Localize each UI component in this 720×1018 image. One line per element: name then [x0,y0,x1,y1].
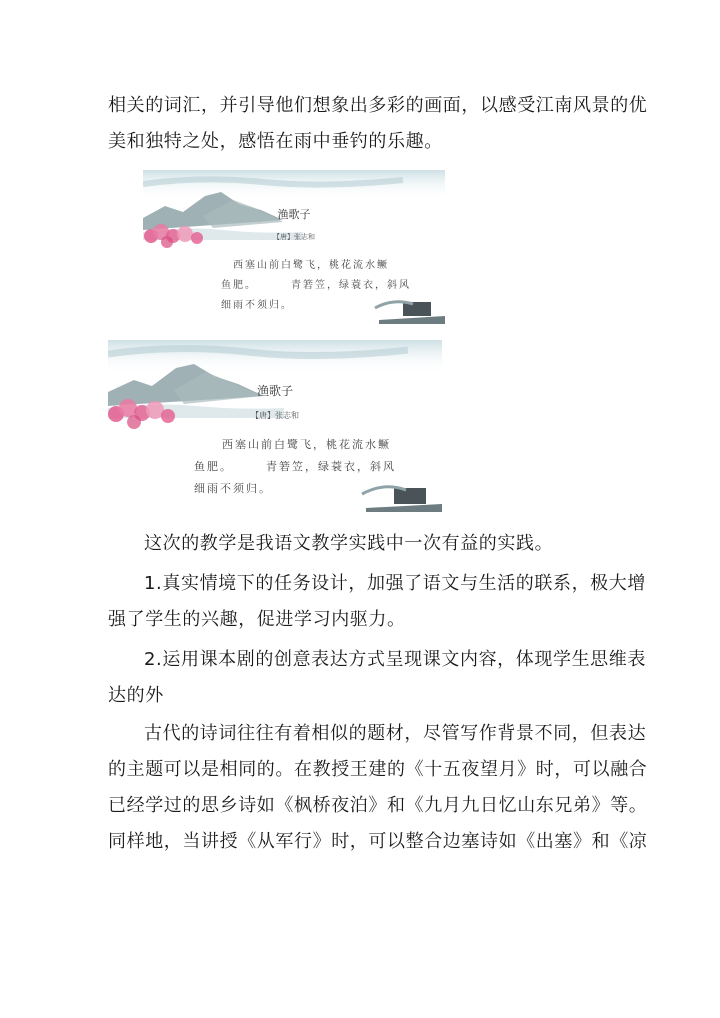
intro-line-2: 美和独特之处，感悟在雨中垂钓的乐趣。 [108,131,443,152]
point-2-line-1: 2.运用课本剧的创意表达方式呈现课文内容，体现学生思维表 [144,649,646,670]
poetry-line-4: 同样地，当讲授《从军行》时，可以整合边塞诗如《出塞》和《凉 [108,831,648,852]
poem-line-2-2b: 青箬笠，绿蓑衣，斜风 [266,460,396,473]
poem-line-1-1: 西塞山前白鹭飞，桃花流水鳜 [233,260,389,271]
poem-author-1: 【唐】张志和 [273,233,315,241]
poem-image-1 [143,170,445,324]
poem-line-2-3: 细雨不须归。 [194,482,272,495]
paragraph-poetry-integration [108,716,648,860]
poem-author-2: 【唐】张志和 [251,411,299,420]
poem-title-2: 渔歌子 [256,384,293,398]
intro-line-1: 相关的词汇，并引导他们想象出多彩的画面，以感受江南风景的优 [108,95,648,116]
poem-title-1: 渔歌子 [277,208,311,221]
poem-line-1-3: 细雨不须归。 [221,300,293,311]
paragraph-summary [108,526,618,562]
boat-icon-1 [375,302,445,324]
landscape-illustration-2 [108,340,442,512]
landscape-illustration-1 [143,170,445,324]
poem-image-2 [108,340,442,512]
point-1-line-2: 强了学生的兴趣，促进学习内驱力。 [108,609,406,630]
paragraph-point-1 [108,566,646,638]
point-1-line-1: 1.真实情境下的任务设计，加强了语文与生活的联系，极大增 [144,573,646,594]
paragraph-point-2 [108,642,646,714]
poem-line-2-1: 西塞山前白鹭飞，桃花流水鳜 [222,438,391,451]
point-2-line-2: 达的外 [108,685,164,706]
poetry-line-2: 的主题可以是相同的。在教授王建的《十五夜望月》时，可以融合 [108,759,648,780]
boat-icon-2 [362,487,442,512]
intro-paragraph [108,88,648,160]
poem-line-2-2a: 鱼肥。 [194,460,233,473]
poetry-line-3: 已经学过的思乡诗如《枫桥夜泊》和《九月九日忆山东兄弟》等。 [108,795,648,816]
poem-line-1-2a: 鱼肥。 [221,280,257,291]
poetry-line-1: 古代的诗词往往有着相似的题材，尽管写作背景不同，但表达 [144,723,647,744]
poem-line-1-2b: 青箬笠，绿蓑衣，斜风 [291,280,411,291]
paragraph-summary-line-1: 这次的教学是我语文教学实践中一次有益的实践。 [144,533,554,554]
